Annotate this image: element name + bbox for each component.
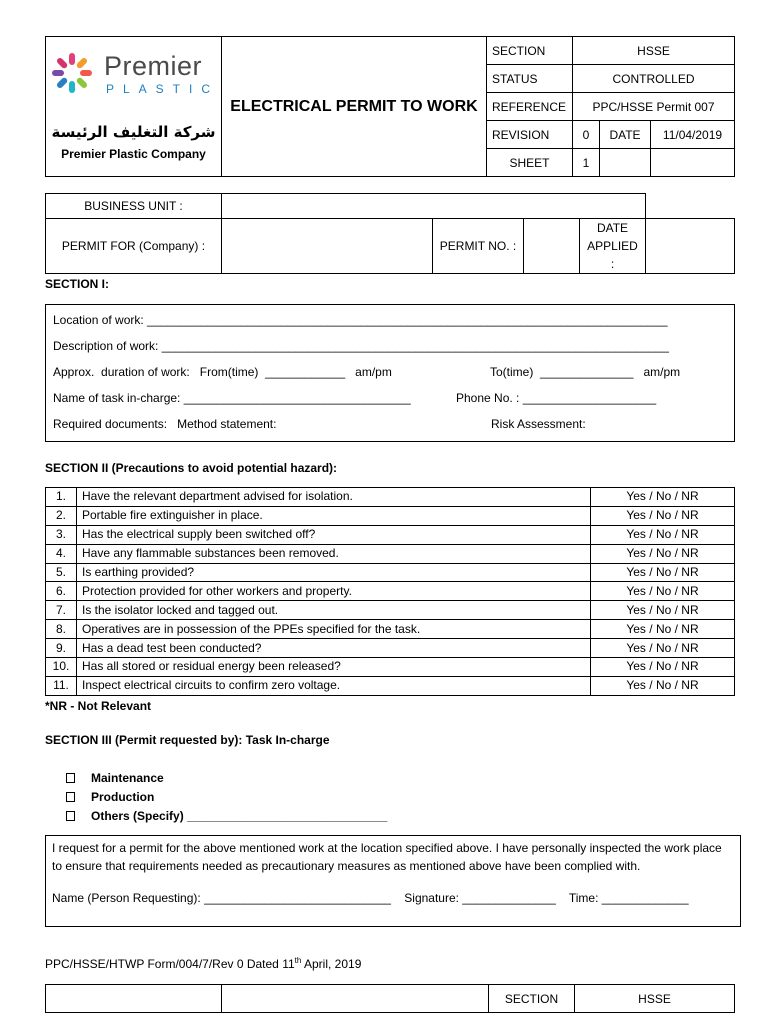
status-value: CONTROLLED (573, 65, 735, 93)
sheet-empty-cell[interactable] (600, 149, 651, 177)
hazard-answer[interactable]: Yes / No / NR (591, 658, 735, 677)
hazard-answer[interactable]: Yes / No / NR (591, 488, 735, 507)
permit-no-label: PERMIT NO. : (433, 219, 524, 274)
section-value: HSSE (573, 37, 735, 65)
business-unit-table (45, 193, 735, 274)
option-maintenance[interactable] (66, 771, 164, 785)
hazard-number: 8. (46, 620, 77, 639)
hazard-question: Inspect electrical circuits to confirm zero voltage. (77, 676, 591, 695)
hazard-row (46, 676, 735, 695)
hazard-row (46, 488, 735, 507)
hazard-answer[interactable]: Yes / No / NR (591, 620, 735, 639)
hazard-number: 7. (46, 601, 77, 620)
date-applied-line: DATE (596, 221, 629, 235)
hazard-question: Is the isolator locked and tagged out. (77, 601, 591, 620)
reference-value: PPC/HSSE Permit 007 (573, 93, 735, 121)
hazard-number: 9. (46, 639, 77, 658)
revision-label: REVISION (487, 121, 573, 149)
request-declaration-text: I request for a permit for the above mentioned work at the location specified above. I have personally inspected the work place to ensure that requirements needed as precautionary measures as mentioned above have been complied with. (52, 841, 722, 873)
description-of-work-field[interactable]: Description of work: ____________________________________________________________________________ (53, 339, 669, 353)
hazard-question: Have the relevant department advised for isolation. (77, 488, 591, 507)
arabic-company-name: شركة التغليف الرئيسة (51, 123, 216, 141)
document-title: ELECTRICAL PERMIT TO WORK (222, 37, 487, 177)
footer-suffix: April, 2019 (301, 957, 362, 971)
sheet-label: SHEET (487, 149, 573, 177)
option-production[interactable] (66, 790, 154, 804)
permit-for-label: PERMIT FOR (Company) : (46, 219, 222, 274)
hazard-checklist-table (45, 487, 735, 696)
hazard-question: Operatives are in possession of the PPEs specified for the task. (77, 620, 591, 639)
sheet-value: 1 (573, 149, 600, 177)
hazard-row (46, 544, 735, 563)
hazard-answer[interactable]: Yes / No / NR (591, 506, 735, 525)
footer-prefix: PPC/HSSE/HTWP Form/004/7/Rev 0 Dated 11 (45, 957, 295, 971)
date-value: 11/04/2019 (651, 121, 735, 149)
option-label: Others (Specify) ______________________________ (91, 809, 388, 823)
duration-to-field[interactable]: To(time) ______________ am/pm (490, 365, 681, 379)
reference-label: REFERENCE (487, 93, 573, 121)
brand-name: Premier (104, 51, 203, 81)
next-section-label: SECTION (489, 985, 575, 1013)
company-name: Premier Plastic Company (61, 147, 206, 161)
next-page-logo-cell (46, 985, 222, 1013)
hazard-row (46, 639, 735, 658)
document-header (45, 36, 735, 177)
hazard-question: Have any flammable substances been removed. (77, 544, 591, 563)
hazard-row (46, 506, 735, 525)
logo-cell (46, 37, 222, 177)
hazard-question: Portable fire extinguisher in place. (77, 506, 591, 525)
hazard-answer[interactable]: Yes / No / NR (591, 525, 735, 544)
hazard-answer[interactable]: Yes / No / NR (591, 676, 735, 695)
section-2-title: SECTION II (Precautions to avoid potential hazard): (45, 461, 338, 475)
hazard-answer[interactable]: Yes / No / NR (591, 601, 735, 620)
date-label: DATE (600, 121, 651, 149)
hazard-question: Has all stored or residual energy been released? (77, 658, 591, 677)
hazard-answer[interactable]: Yes / No / NR (591, 582, 735, 601)
risk-assessment-field[interactable]: Risk Assessment: (491, 417, 586, 431)
duration-from-field[interactable]: Approx. duration of work: From(time) ____________ am/pm (53, 365, 392, 379)
hazard-row (46, 658, 735, 677)
hazard-number: 5. (46, 563, 77, 582)
hazard-number: 2. (46, 506, 77, 525)
permit-for-field[interactable] (222, 219, 433, 274)
nr-note: *NR - Not Relevant (45, 699, 152, 713)
form-reference-footer (45, 956, 361, 971)
next-section-value: HSSE (575, 985, 735, 1013)
hazard-number: 1. (46, 488, 77, 507)
footer-superscript: th (294, 956, 302, 965)
date-applied-field[interactable] (646, 219, 735, 274)
revision-value: 0 (573, 121, 600, 149)
hazard-answer[interactable]: Yes / No / NR (591, 563, 735, 582)
section-1-title: SECTION I: (45, 277, 110, 291)
hazard-question: Has a dead test been conducted? (77, 639, 591, 658)
hazard-row (46, 563, 735, 582)
hazard-question: Has the electrical supply been switched off? (77, 525, 591, 544)
checkbox-icon[interactable] (66, 773, 75, 783)
hazard-number: 6. (46, 582, 77, 601)
hazard-number: 10. (46, 658, 77, 677)
hazard-question: Protection provided for other workers and property. (77, 582, 591, 601)
hazard-number: 4. (46, 544, 77, 563)
date-applied-line: APPLIED : (587, 239, 638, 271)
hazard-answer[interactable]: Yes / No / NR (591, 639, 735, 658)
hazard-answer[interactable]: Yes / No / NR (591, 544, 735, 563)
business-unit-label: BUSINESS UNIT : (46, 194, 222, 219)
status-label: STATUS (487, 65, 573, 93)
task-incharge-field[interactable]: Name of task in-charge: __________________________________ (53, 391, 411, 405)
checkbox-icon[interactable] (66, 792, 75, 802)
brand-subtitle: PLASTIC (106, 82, 220, 96)
option-label: Maintenance (91, 771, 164, 785)
sheet-empty-cell[interactable] (651, 149, 735, 177)
option-label: Production (91, 790, 155, 804)
section-1-box (45, 304, 735, 442)
hazard-row (46, 525, 735, 544)
permit-no-field[interactable] (524, 219, 580, 274)
date-applied-label (580, 219, 646, 274)
business-unit-field[interactable] (222, 194, 646, 219)
hazard-number: 3. (46, 525, 77, 544)
next-page-header (45, 984, 735, 1013)
checkbox-icon[interactable] (66, 811, 75, 821)
section-label: SECTION (487, 37, 573, 65)
hazard-row (46, 620, 735, 639)
request-declaration-box (45, 835, 741, 927)
location-of-work-field[interactable]: Location of work: ______________________________________________________________________________ (53, 313, 668, 327)
required-documents-field[interactable]: Required documents: Method statement: (53, 417, 277, 431)
requester-signature-line[interactable]: Name (Person Requesting): ____________________________ Signature: ______________ Time: _____________ (52, 891, 689, 905)
next-page-title-cell (222, 985, 489, 1013)
hazard-number: 11. (46, 676, 77, 695)
premier-logo-icon (52, 51, 102, 101)
section-3-title: SECTION III (Permit requested by): Task In-charge (45, 733, 330, 747)
hazard-row (46, 582, 735, 601)
hazard-row (46, 601, 735, 620)
option-others[interactable] (66, 809, 387, 823)
phone-field[interactable]: Phone No. : ____________________ (456, 391, 657, 405)
hazard-question: Is earthing provided? (77, 563, 591, 582)
